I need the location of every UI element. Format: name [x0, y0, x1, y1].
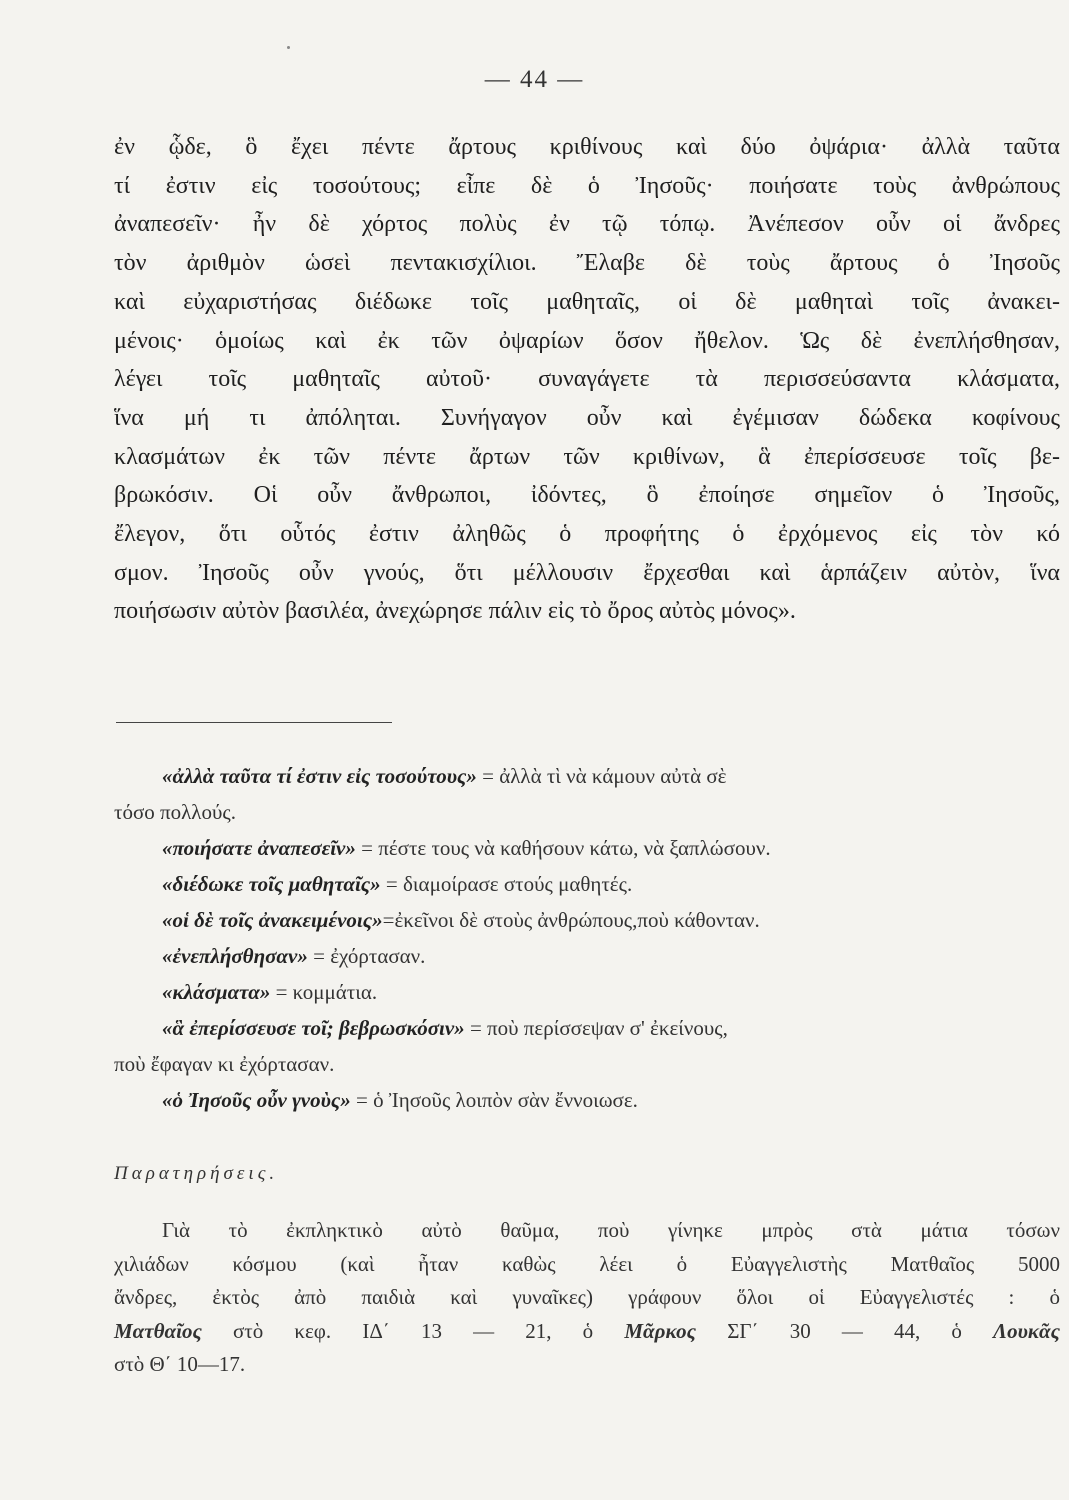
note-item	[114, 760, 1060, 792]
note-item	[114, 1012, 1060, 1044]
note-term: «ἐνεπλήσθησαν»	[162, 944, 308, 968]
note-gloss: = ὁ Ἰησοῦς λοιπὸν σὰν ἔννοιωσε.	[350, 1088, 638, 1112]
text-line: κλασμάτων ἐκ τῶν πέντε ἄρτων τῶν κριθίνων, ἃ ἐπερίσσευσε τοῖς βε-	[114, 443, 1060, 470]
note-item	[114, 796, 1060, 828]
note-gloss: = ἀλλὰ τὶ νὰ κάμουν αὐτὰ σὲ	[476, 764, 727, 788]
text-line: λέγει τοῖς μαθηταῖς αὐτοῦ· συναγάγετε τὰ περισσεύσαντα κλάσματα,	[114, 366, 1060, 393]
remarks-heading: Παρατηρήσεις.	[114, 1163, 279, 1184]
evangelist-name: Ματθαῖος	[114, 1318, 202, 1343]
reference-text: στὸ κεφ. ΙΔ΄ 13 — 21, ὁ	[201, 1318, 625, 1343]
note-item	[114, 1048, 1060, 1080]
note-gloss: = ποὺ περίσσεψαν σ' ἐκείνους,	[464, 1016, 728, 1040]
note-item	[114, 868, 1060, 900]
note-item	[114, 940, 1060, 972]
note-term: «ποιήσατε ἀναπεσεῖν»	[162, 836, 356, 860]
remarks-line: ἄνδρες, ἐκτὸς ἀπὸ παιδιὰ καὶ γυναῖκες) γράφουν ὅλοι οἱ Εὐαγγελιστές : ὁ	[114, 1285, 1060, 1309]
remarks-text	[114, 1214, 1060, 1382]
text-line: ἐν ᾧδε, ὃ ἔχει πέντε ἄρτους κριθίνους καὶ δύο ὀψάρια· ἀλλὰ ταῦτα	[114, 134, 1060, 160]
remarks-line: Γιὰ τὸ ἐκπληκτικὸ αὐτὸ θαῦμα, ποὺ γίνηκε μπρὸς στὰ μάτια τόσων	[162, 1218, 1060, 1242]
note-item	[114, 1084, 1060, 1116]
remarks-line	[114, 1315, 1060, 1349]
note-term: «ὁ Ἰησοῦς οὖν γνοὺς»	[162, 1088, 351, 1112]
text-line: ποιήσωσιν αὐτὸν βασιλέα, ἀνεχώρησε πάλιν εἰς τὸ ὄρος αὐτὸς μόνος».	[114, 598, 796, 625]
note-gloss: τόσο πολλούς.	[114, 800, 236, 824]
text-line: τί ἐστιν εἰς τοσούτους; εἶπε δὲ ὁ Ἰησοῦς· ποιήσατε τοὺς ἀνθρώπους	[114, 172, 1060, 199]
note-gloss: ποὺ ἔφαγαν κι ἐχόρτασαν.	[114, 1052, 335, 1076]
speck	[287, 46, 290, 49]
text-line: βρωκόσιν. Οἱ οὖν ἄνθρωποι, ἰδόντες, ὃ ἐποίησε σημεῖον ὁ Ἰησοῦς,	[114, 482, 1060, 509]
main-text	[114, 128, 1060, 631]
note-term: «κλάσματα»	[162, 980, 271, 1004]
glossary-notes	[114, 760, 1060, 1120]
note-term: «ἀλλὰ ταῦτα τί ἐστιν εἰς τοσούτους»	[162, 764, 477, 788]
note-gloss: = πέστε τους νὰ καθήσουν κάτω, νὰ ξαπλώσουν.	[355, 836, 771, 860]
text-line: ἀναπεσεῖν· ἦν δὲ χόρτος πολὺς ἐν τῷ τόπῳ. Ἀνέπεσον οὖν οἱ ἄνδρες	[114, 211, 1060, 238]
text-line: μένοις· ὁμοίως καὶ ἐκ τῶν ὀψαρίων ὅσον ἤθελον. Ὡς δὲ ἐνεπλήσθησαν,	[114, 327, 1060, 354]
remarks-line: χιλιάδων κόσμου (καὶ ἦταν καθὼς λέει ὁ Εὐαγγελιστὴς Ματθαῖος 5000	[114, 1251, 1060, 1276]
note-term: «διέδωκε τοῖς μαθηταῖς»	[162, 872, 381, 896]
note-gloss: = ἐχόρτασαν.	[307, 944, 426, 968]
note-term: «οἱ δὲ τοῖς ἀνακειμένοις»	[162, 908, 383, 932]
text-line: ἔλεγον, ὅτι οὗτός ἐστιν ἀληθῶς ὁ προφήτης ὁ ἐρχόμενος εἰς τὸν κό	[114, 521, 1060, 548]
note-gloss: = διαμοίρασε στούς μαθητές.	[380, 872, 633, 896]
note-item	[114, 976, 1060, 1008]
separator-rule	[116, 722, 392, 723]
note-term: «ἃ ἐπερίσσευσε τοῖ; βεβρωσκόσιν»	[162, 1016, 465, 1040]
evangelist-name: Μᾶρκος	[624, 1318, 697, 1343]
text-line: καὶ εὐχαριστήσας διέδωκε τοῖς μαθηταῖς, οἱ δὲ μαθηταὶ τοῖς ἀνακει-	[114, 288, 1060, 315]
reference-text: ΣΓ΄ 30 — 44, ὁ	[696, 1318, 994, 1343]
text-line: ἵνα μή τι ἀπόληται. Συνήγαγον οὖν καὶ ἐγέμισαν δώδεκα κοφίνους	[114, 404, 1060, 431]
note-gloss: =ἐκεῖνοι δὲ στοὺς ἀνθρώπους,ποὺ κάθονταν.	[382, 908, 760, 932]
remarks-line: στὸ Θ΄ 10—17.	[114, 1352, 246, 1376]
note-item	[114, 904, 1060, 936]
text-line: σμον. Ἰησοῦς οὖν γνούς, ὅτι μέλλουσιν ἔρχεσθαι καὶ ἁρπάζειν αὐτὸν, ἵνα	[114, 559, 1060, 586]
note-item	[114, 832, 1060, 864]
text-line: τὸν ἀριθμὸν ὡσεὶ πεντακισχίλιοι. Ἔλαβε δὲ τοὺς ἄρτους ὁ Ἰησοῦς	[114, 250, 1060, 277]
note-gloss: = κομμάτια.	[270, 980, 378, 1004]
evangelist-name: Λουκᾶς	[993, 1318, 1060, 1343]
page-number: — 44 —	[484, 66, 585, 93]
